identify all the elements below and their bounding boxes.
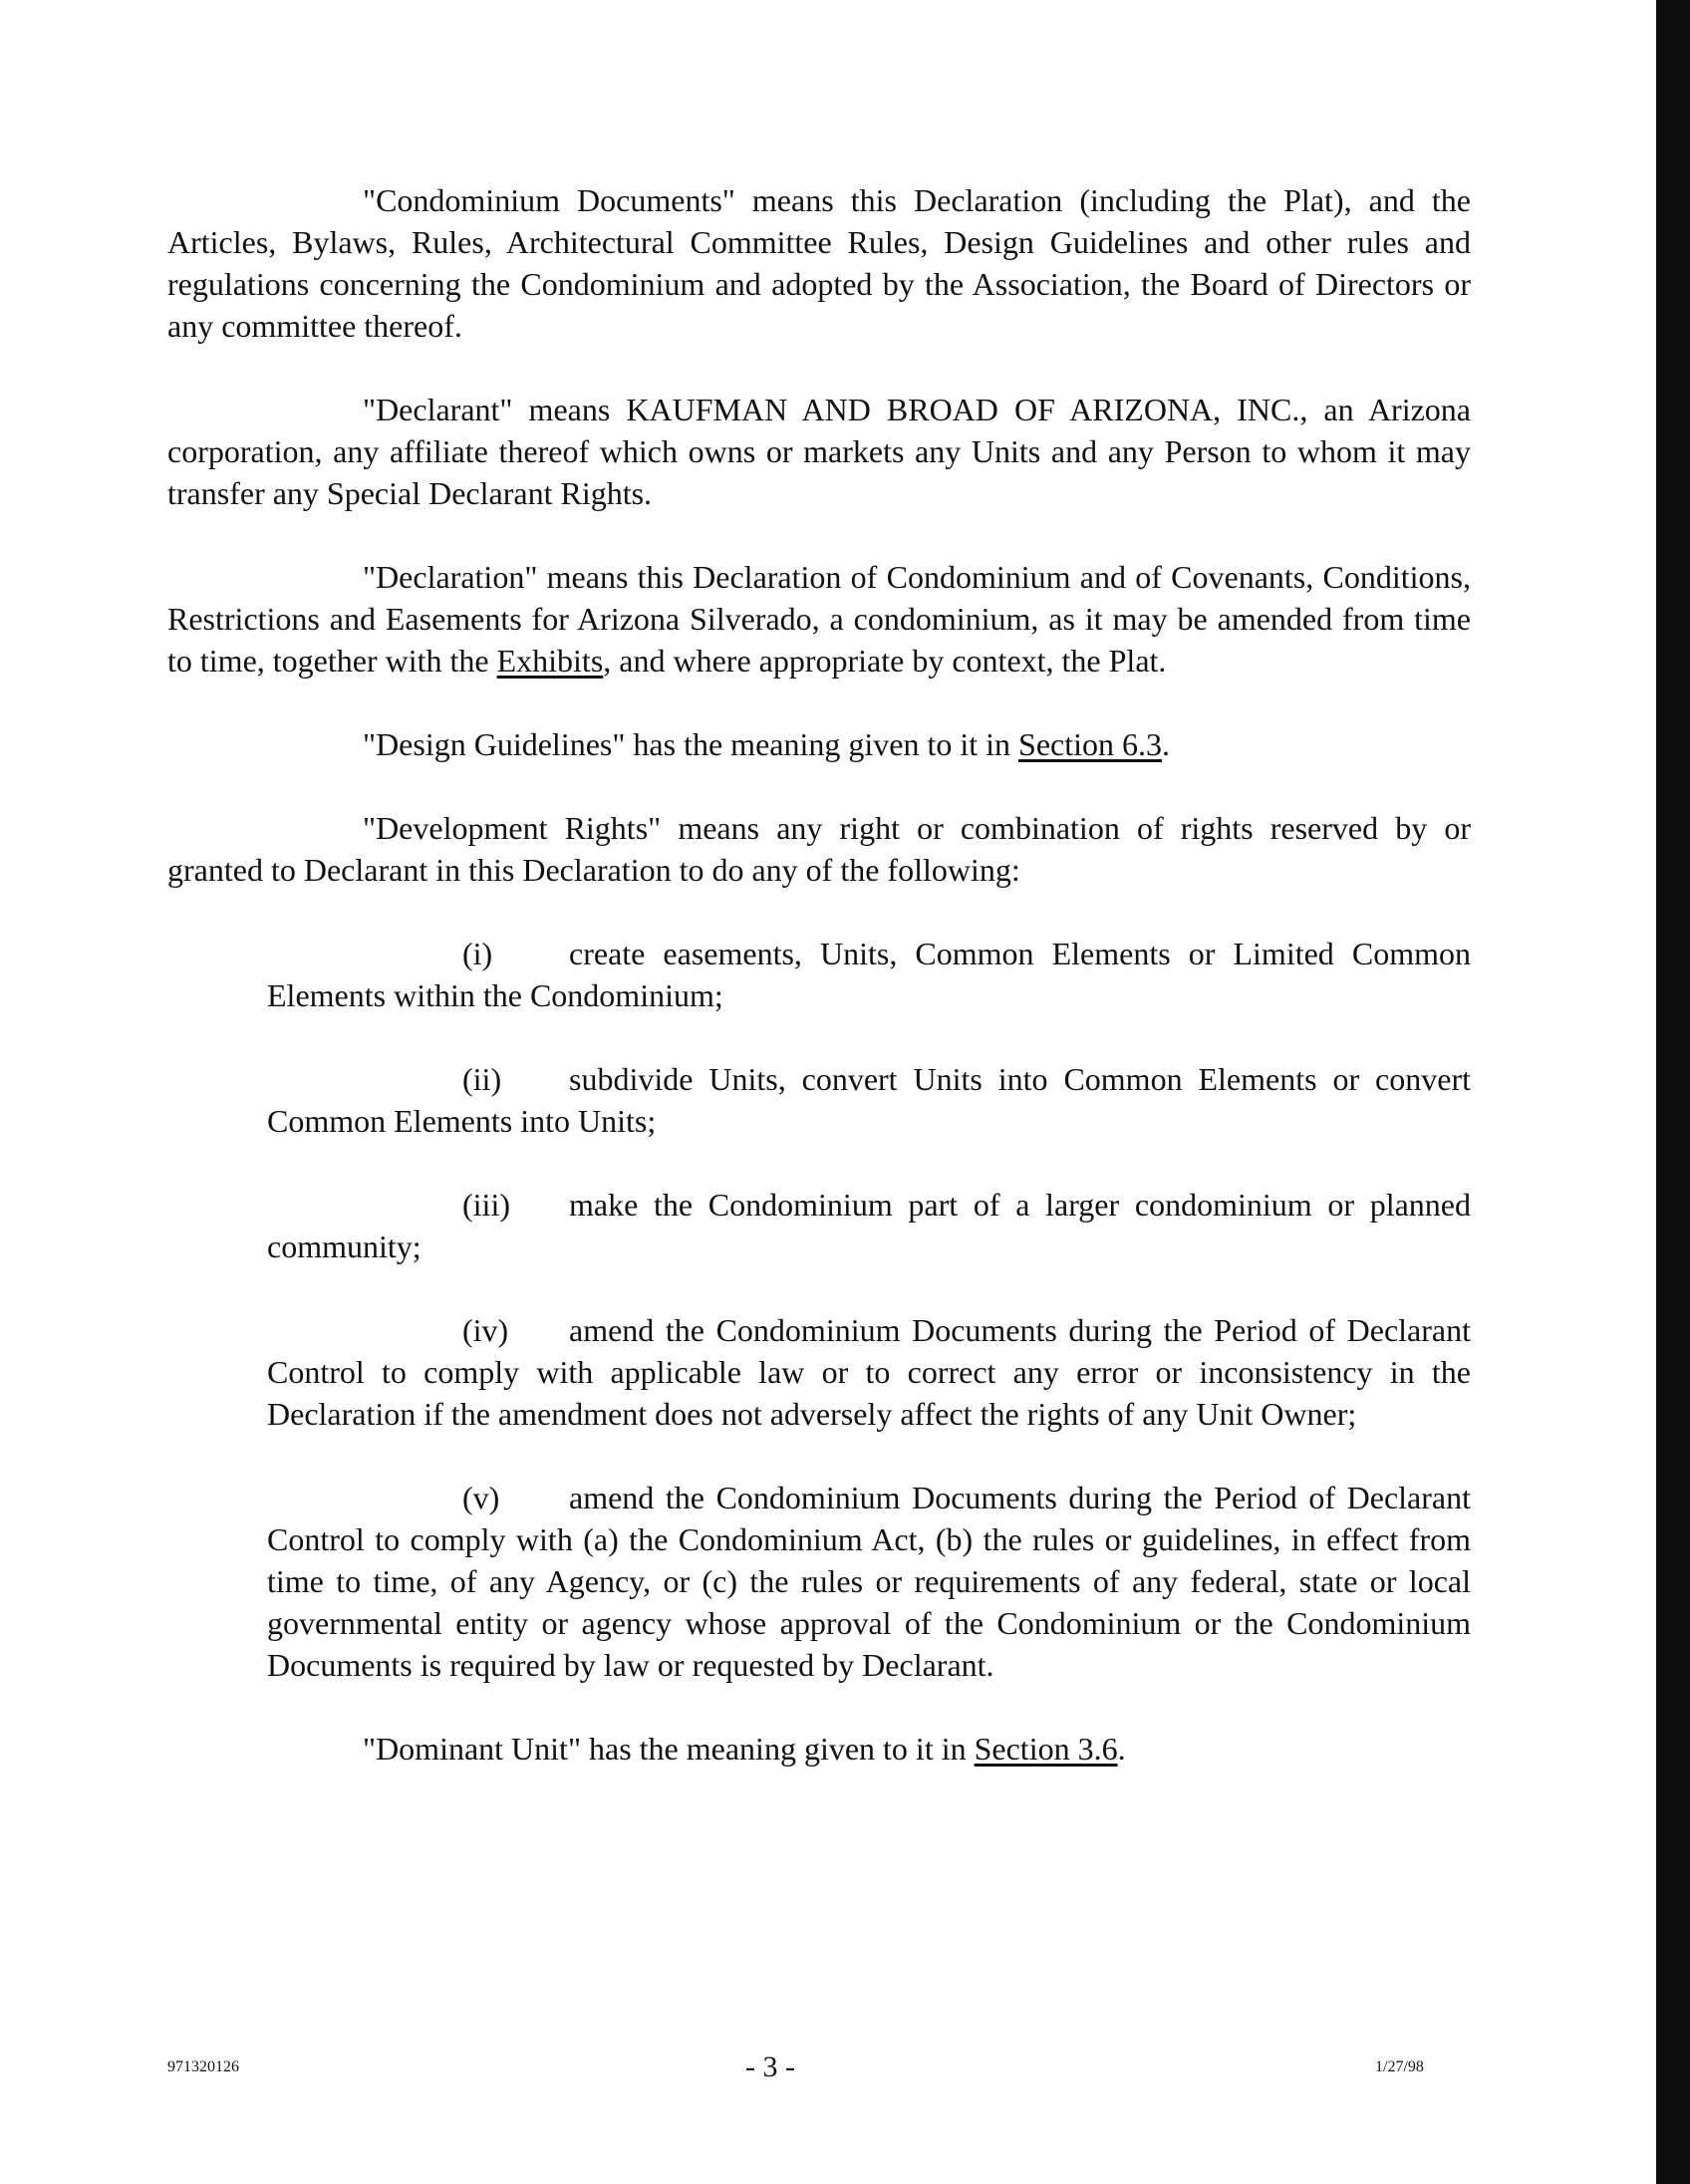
definition-text: "Declaration" means this Declaration of Condominium and of Covenants, Conditions, Restrictions and Easements for Arizona Silverado, a condominium, as it may be amended from time to time, together with the	[167, 559, 1471, 679]
definition-text: "Dominant Unit" has the meaning given to it in	[363, 1731, 975, 1767]
page-number: - 3 -	[745, 2050, 795, 2083]
definition-text: .	[1162, 726, 1170, 762]
page-footer	[0, 2050, 1690, 2086]
list-item-text: amend the Condominium Documents during the Period of Declarant Control to comply with applicable law or to correct any error or inconsistency in the Declaration if the amendment does not adversely affect the rights of any Unit Owner;	[267, 1312, 1471, 1432]
definition-declarant	[167, 389, 1471, 514]
document-date: 1/27/98	[1375, 2058, 1424, 2075]
exhibits-reference: Exhibits	[496, 643, 604, 679]
list-item-numeral: (v)	[462, 1480, 500, 1515]
list-item	[267, 1184, 1471, 1267]
definition-development-rights	[167, 807, 1471, 891]
definition-condominium-documents	[167, 179, 1471, 347]
definition-text: "Development Rights" means any right or combination of rights reserved by or granted to Declarant in this Declaration to do any of the following:	[167, 810, 1471, 888]
definition-declaration	[167, 556, 1471, 682]
list-item-numeral: (ii)	[462, 1061, 502, 1097]
definition-text: .	[1117, 1731, 1126, 1767]
list-item	[267, 1058, 1471, 1142]
list-item-text: subdivide Units, convert Units into Common Elements or convert Common Elements into Units;	[267, 1061, 1471, 1139]
list-item-numeral: (i)	[462, 936, 493, 971]
definition-design-guidelines	[167, 723, 1471, 765]
list-item-text: create easements, Units, Common Elements or Limited Common Elements within the Condominium;	[267, 936, 1471, 1013]
section-reference: Section 6.3	[1018, 726, 1162, 762]
definition-text: "Declarant" means KAUFMAN AND BROAD OF ARIZONA, INC., an Arizona corporation, any affiliate thereof which owns or markets any Units and any Person to whom it may transfer any Special Declarant Rights.	[167, 392, 1471, 511]
section-reference: Section 3.6	[974, 1731, 1118, 1767]
scan-edge-border	[1656, 0, 1690, 2184]
list-item-numeral: (iv)	[462, 1312, 509, 1348]
list-item-numeral: (iii)	[462, 1187, 510, 1223]
definition-dominant-unit	[167, 1728, 1471, 1770]
definition-text: , and where appropriate by context, the Plat.	[603, 643, 1167, 679]
document-page	[167, 179, 1471, 1770]
definition-text: "Condominium Documents" means this Declaration (including the Plat), and the Articles, Bylaws, Rules, Architectural Committee Rules, Design Guidelines and other rules and regulations concerning the Condominium and adopted by the Association, the Board of Directors or any committee thereof.	[167, 182, 1471, 344]
list-item	[267, 1477, 1471, 1686]
document-id: 971320126	[167, 2058, 239, 2075]
list-item	[267, 933, 1471, 1016]
list-item-text: make the Condominium part of a larger condominium or planned community;	[267, 1187, 1471, 1264]
list-item-text: amend the Condominium Documents during the Period of Declarant Control to comply with (a) the Condominium Act, (b) the rules or guidelines, in effect from time to time, of any Agency, or (c) the rules or requirements of any federal, state or local governmental entity or agency whose approval of the Condominium or the Condominium Documents is required by law or requested by Declarant.	[267, 1480, 1471, 1683]
definition-text: "Design Guidelines" has the meaning given to it in	[363, 726, 1019, 762]
list-item	[267, 1309, 1471, 1435]
